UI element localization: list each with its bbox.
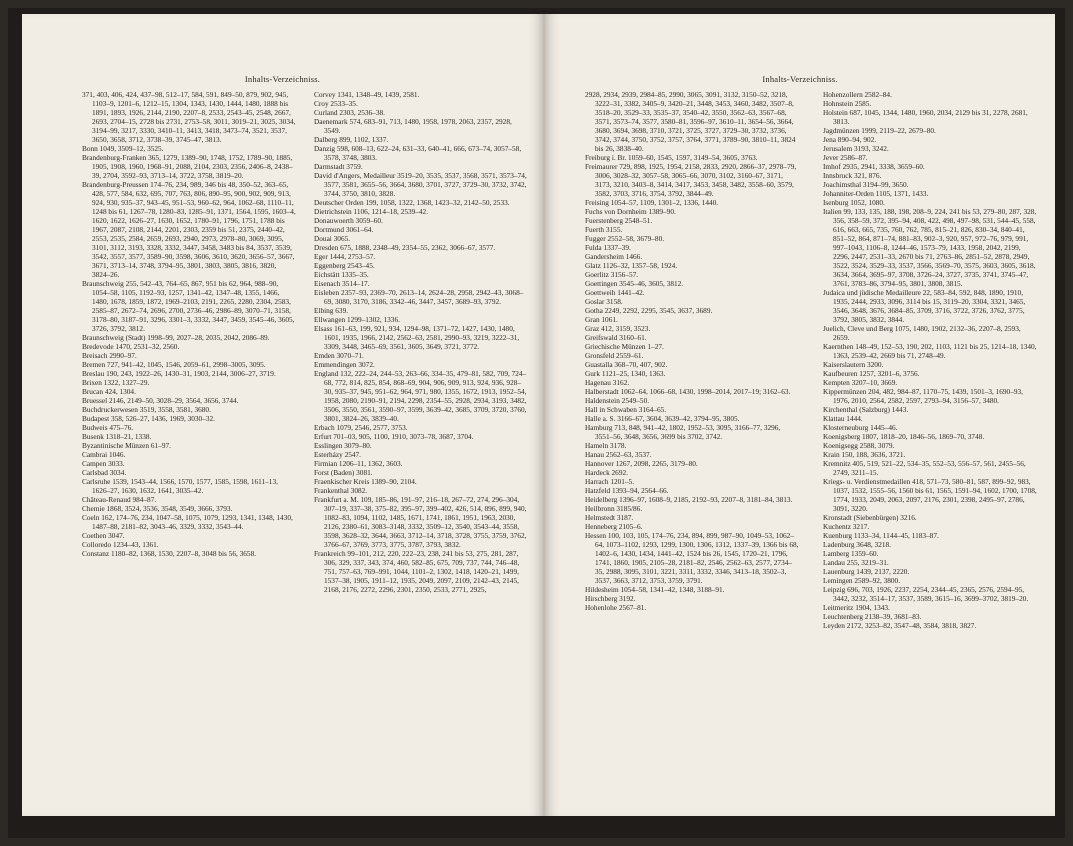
index-entry: Brandenburg-Franken 365, 1279, 1389–90, 1748, 1752, 1789–90, 1885, 1905, 1908, 1960, 1968–91, 2088, 2104, 2303, 2356, 2406–8, 2438–39, 2704, 3592–93, 3713–14, 3722, 3758, 3819–20. [82, 153, 293, 180]
index-entry: Leipzig 696, 703, 1926, 2237, 2254, 2344–45, 2365, 2576, 2594–95, 3442, 3232, 3514–17, 3537, 3589, 3615–16, 3699–3702, 3819–20. [823, 585, 1029, 603]
index-entry: Ladenburg 3648, 3218. [823, 540, 891, 549]
index-entry: Hannover 1267, 2098, 2265, 3179–80. [585, 459, 698, 468]
index-entry: Ellwangen 1299–1302, 1336. [314, 315, 400, 324]
index-entry: Hohnstein 2585. [823, 99, 872, 108]
index-entry: Halle a. S. 3166–67, 3604, 3639–42, 3794–95, 3805. [585, 414, 740, 423]
index-entry: Busenk 1318–21, 1338. [82, 432, 152, 441]
index-entry: Kuchentz 3217. [823, 522, 870, 531]
right-page-header: Inhalts-Verzeichniss. [762, 74, 838, 84]
index-entry: Johanniter-Orden 1105, 1371, 1433. [823, 189, 929, 198]
index-entry: Bremen 727, 941–42, 1045, 1546, 2059–61, 2998–3005, 3095. [82, 360, 266, 369]
index-entry: Kriegs- u. Verdienstmedaillen 418, 571–73, 580–81, 587, 899–92, 983, 1037, 1532, 1555–56, 1560 bis 61, 1565, 1591–94, 1602, 1700, 1708, 1774, 1933, 2049, 2063, 2097, 2176, 2301, 2398, 2495–97, 2786, 3091, 3220. [823, 477, 1037, 513]
index-entry: Bonn 1049, 3509–12, 3525. [82, 144, 164, 153]
index-entry: Hanau 2562–63, 3537. [585, 450, 652, 459]
index-entry: Freiburg i. Br. 1059–60, 1545, 1597, 3149–54, 3605, 3763. [585, 153, 758, 162]
index-entry: Fuerth 3155. [585, 225, 623, 234]
index-entry: Halberstadt 1062–64, 1066–68, 1430, 1998–2014, 2017–19; 3162–63. [585, 387, 791, 396]
index-entry: Bruessel 2146, 2149–50, 3028–29, 3564, 3656, 3744. [82, 396, 239, 405]
index-entry: Guastalla 368–70, 407, 902. [585, 360, 668, 369]
index-entry: Braunschweig 255, 542–43, 764–65, 867, 951 bis 62, 964, 988–90, 1054–58, 1105, 1192–93, 1257, 1341–42, 1347–48, 1355, 1466, 1480, 1678, 1859, 1872, 1969–2103, 2191, 2265, 2280, 2304, 2583, 2585–87, 2672–74, 2696, 2700, 2736–46, 2986–89, 3070–71, 3158, 3178–80, 3187–91, 3296, 3301–3, 3332, 3447, 3459, 3545–46, 3605, 3726, 3792, 3812. [82, 279, 295, 333]
index-entry: 2928, 2934, 2939, 2984–85, 2990, 3065, 3091, 3132, 3150–52, 3218, 3222–31, 3382, 3405–9, 3420–21, 3448, 3453, 3460, 3482, 3507–8, 3518–20, 3529–33, 3535–37, 3540–42, 3550, 3562–63, 3567–68, 3571, 3573–74, 3577, 3580–81, 3596–97, 3610–11, 3654–56, 3664, 3680, 3694, 3698, 3710, 3721, 3725, 3727, 3729–30, 3732, 3736, 3742, 3744, 3750, 3752, 3757, 3764, 3771, 3789–90, 3810–11, 3824 bis 26, 3838–40. [585, 90, 796, 153]
index-entry: Holstein 687, 1045, 1344, 1480, 1960, 2034, 2129 bis 31, 2278, 2681, 3813. [823, 108, 1028, 126]
index-entry: Koenigsberg 1807, 1818–20, 1846–56, 1869–70, 3748. [823, 432, 985, 441]
index-entry: Juelich, Cleve und Berg 1075, 1480, 1902, 2132–36, 2207–8, 2593, 2659. [823, 324, 1021, 342]
index-entry: Gotha 2249, 2292, 2295, 3545, 3637, 3689. [585, 306, 713, 315]
index-entry: Lauenburg 1439, 2137, 2220. [823, 567, 910, 576]
index-entry: England 132, 222–24, 244–53, 263–66, 334–35, 479–81, 582, 709, 724–68, 772, 814, 825, 854, 868–69, 904, 906, 909, 913, 924, 936, 928–30, 935–37, 945, 951–62, 964, 971, 980, 1355, 1672, 1913, 1952–54, 1958, 2080, 2190–91, 2194, 2298, 2354–55, 2928, 2934, 3193, 3482, 3506, 3550, 3561, 3590–97, 3599, 3639–42, 3685, 3709, 3720, 3760, 3801, 3824–26, 3839–40. [314, 369, 527, 423]
index-entry: Goettingen 3545–46, 3605, 3812. [585, 279, 684, 288]
index-entry: Firmian 1206–11, 1362, 3603. [314, 459, 403, 468]
index-entry: Kempten 3207–10, 3669. [823, 378, 898, 387]
index-entry: Lamberg 1359–60. [823, 549, 879, 558]
index-entry: Hirschberg 3192. [585, 594, 636, 603]
index-entry: Dortmund 3061–64. [314, 225, 374, 234]
index-entry: Helmstedt 3187. [585, 513, 634, 522]
left-page [22, 14, 543, 816]
index-entry: Coeln 162, 174–76, 234, 1047–58, 1075, 1079, 1293, 1341, 1348, 1430, 1487–88, 2181–82, 3043–46, 3329, 3332, 3543–44. [82, 513, 293, 531]
index-entry: Fugger 2552–58, 3679–80. [585, 234, 665, 243]
index-entry: Graz 412, 3159, 3523. [585, 324, 651, 333]
index-entry: Château-Renaud 984–87. [82, 495, 157, 504]
index-entry: Carlsruhe 1539, 1543–44, 1566, 1570, 1577, 1585, 1598, 1611–13, 1626–27, 1630, 1632, 1641, 3035–42. [82, 477, 278, 495]
index-entry: Hall in Schwaben 3164–65. [585, 405, 667, 414]
index-entry: Erbach 1079, 2546, 2577, 3753. [314, 423, 408, 432]
left-page-header: Inhalts-Verzeichniss. [244, 74, 321, 84]
index-entry: Campen 3033. [82, 459, 125, 468]
index-entry: Brixen 1322, 1327–29. [82, 378, 150, 387]
index-entry: Goslar 3158. [585, 297, 623, 306]
index-entry: Joachimsthal 3194–99, 3650. [823, 180, 909, 189]
index-entry: Hatzfeld 1393–94, 2564–66. [585, 486, 669, 495]
index-entry: Buchdruckerwesen 3519, 3558, 3581, 3680. [82, 405, 211, 414]
index-entry: Forst (Baden) 3081. [314, 468, 373, 477]
index-entry: Klosterneuburg 1445–46. [823, 423, 898, 432]
index-entry: Jagdmünzen 1999, 2119–22, 2679–80. [823, 126, 936, 135]
index-entry: Kippermünzen 204, 482, 984–87, 1170–75, 1439, 1501–3, 1690–93, 1976, 2010, 2564, 2582, 2597, 2793–94, 3156–57, 3480. [823, 387, 1023, 405]
index-entry: Hardeck 2692. [585, 468, 628, 477]
index-entry: Budapest 358, 526–27, 1436, 1969, 3030–32. [82, 414, 215, 423]
index-entry: Innsbruck 321, 876. [823, 171, 882, 180]
index-entry: Frankreich 99–101, 212, 220, 222–23, 238, 241 bis 53, 275, 281, 287, 306, 329, 337, 343, 374, 460, 582–85, 675, 709, 737, 744, 746–48, 751, 757–63, 769–991, 1044, 1101–2, 1302, 1418, 1420–21, 1499, 1537–38, 1905, 1911–12, 1935, 2049, 2097, 2109, 2142–43, 2145, 2168, 2176, 2272, 2296, 2301, 2350, 2533, 2771, 2925, [314, 549, 520, 594]
index-entry: Krain 150, 188, 3636, 3721. [823, 450, 906, 459]
left-page-column-2 [314, 90, 528, 594]
index-entry: Kaufbeuren 1257, 3201–6, 3756. [823, 369, 920, 378]
index-entry: Esslingen 3079–80. [314, 441, 372, 450]
right-page-column-2 [823, 90, 1037, 630]
index-entry: Glatz 1126–32, 1357–58, 1924. [585, 261, 678, 270]
index-entry: Fuchs von Dornheim 1389–90. [585, 207, 676, 216]
index-entry: Frankfurt a. M. 109, 185–86, 191–97, 216–18, 267–72, 274, 296–304, 307–19, 337–38, 375–82, 395–97, 399–402, 426, 514, 896, 899, 940, 1082–83, 1094, 1102, 1485, 1671, 1741, 1861, 1951, 1963, 2030, 2126, 2380–61, 3083–3148, 3332, 3509–12, 3540, 3543–44, 3558, 3598, 3628–32, 3644, 3663, 3712–14, 3718, 3728, 3755, 3759, 3762, 3766–67, 3769, 3773, 3775, 3787, 3793, 3832. [314, 495, 527, 549]
index-entry: Dresden 675, 1888, 2348–49, 2354–55, 2362, 3066–67, 3577. [314, 243, 496, 252]
index-entry: Dietrichstein 1106, 1214–18, 2539–42. [314, 207, 429, 216]
index-entry: Hohenlohe 2567–81. [585, 603, 647, 612]
index-entry: Cambrai 1046. [82, 450, 126, 459]
index-entry: Lemingen 2589–92, 3800. [823, 576, 901, 585]
index-entry: 371, 403, 406, 424, 437–98, 512–17, 584, 591, 849–50, 879, 902, 945, 1103–9, 1201–6, 1212–15, 1304, 1343, 1430, 1444, 1480, 1888 bis 1891, 1893, 1926, 2144, 2190, 2207–8, 2533, 2543–45, 2548, 2667, 2693, 2704–15, 2728 bis 2731, 2753–58, 3011, 3019–21, 3025, 3034, 3194–99, 3217, 3330, 3410–11, 3413, 3418, 3473–74, 3521, 3537, 3650, 3658, 3712, 3738–39, 3745–47, 3813. [82, 90, 296, 144]
index-entry: Braunschweig (Stadt) 1998–99, 2027–28, 2035, 2042, 2086–89. [82, 333, 270, 342]
index-entry: Emden 3070–71. [314, 351, 364, 360]
index-entry: Curland 2303, 2536–38. [314, 108, 385, 117]
index-entry: Eger 1444, 2753–57. [314, 252, 376, 261]
index-entry: Kaernthen 148–49, 152–53, 190, 202, 1103, 1121 bis 25, 1214–18, 1340, 1363, 2539–42, 2669 bis 71, 2748–49. [823, 342, 1037, 360]
index-entry: Gronsfeld 2559–61. [585, 351, 644, 360]
index-entry: Eggenberg 2543–45. [314, 261, 375, 270]
index-entry: Bredevode 1470, 2531–32, 2560. [82, 342, 180, 351]
index-entry: Fraenkischer Kreis 1389–90, 2104. [314, 477, 417, 486]
index-entry: Eisleben 2357–93, 2369–70, 2613–14, 2624–28, 2958, 2942–43, 3068–69, 3080, 3170, 3186, 3342–46, 3447, 3457, 3689–93, 3792. [314, 288, 524, 306]
index-entry: Hagenau 3162. [585, 378, 630, 387]
index-entry: Coethen 3047. [82, 531, 125, 540]
index-entry: Klattau 1444. [823, 414, 863, 423]
index-entry: Hessen 100, 103, 105, 174–76, 234, 894, 899, 987–90, 1049–53, 1062–64, 1073–1102, 1293, 1299, 1300, 1306, 1312, 1337–39, 1366 bis 68, 1402–6, 1430, 1434, 1441–42, 1524 bis 26, 1545, 1720–21, 1796, 1741, 1860, 1905, 2105–28, 2181–82, 2546, 2562–63, 2577, 2734–35, 2988, 3095, 3101, 3221, 3311, 3332, 3346, 3413–18, 3502–3, 3537, 3663, 3712, 3753, 3759, 3791. [585, 531, 799, 585]
index-entry: Kirchenthal (Salzburg) 1443. [823, 405, 909, 414]
index-entry: Griechische Münzen 1–27. [585, 342, 664, 351]
index-entry: Kremnitz 405, 519, 521–22, 534–35, 552–53, 556–57, 561, 2455–56, 2749, 3211–15. [823, 459, 1026, 477]
left-page-columns [22, 90, 543, 806]
index-entry: Landau 255, 3219–31. [823, 558, 889, 567]
right-page-column-1 [585, 90, 799, 612]
index-entry: Leuchtenberg 2138–39, 3681–83. [823, 612, 922, 621]
index-entry: Esterházy 2547. [314, 450, 362, 459]
index-entry: Heilbronn 3185/86. [585, 504, 643, 513]
index-entry: Darmstadt 3759. [314, 162, 363, 171]
index-entry: Leitmeritz 1904, 1343. [823, 603, 890, 612]
index-entry: Kronstadt (Siebenbürgen) 3216. [823, 513, 917, 522]
index-entry: Goerlitz 3156–57. [585, 270, 639, 279]
index-entry: Fulda 1337–39. [585, 243, 631, 252]
index-entry: Chemie 1868, 3524, 3536, 3548, 3549, 3666, 3793. [82, 504, 233, 513]
index-entry: Dalberg 899, 1102, 1337. [314, 135, 389, 144]
index-entry: Eisenach 3514–17. [314, 279, 370, 288]
index-entry: Harrach 1201–5. [585, 477, 635, 486]
index-entry: Italien 99, 133, 135, 188, 198, 208–9, 224, 241 bis 53, 279–80, 287, 328, 356, 358–59, 372, 395–94, 408, 422, 498, 497–98, 531, 544–45, 558, 616, 663, 665, 735, 760, 762, 785, 815–21, 826, 830–34, 840–41, 851–52, 864, 871–74, 881–83, 902–3, 920, 957, 972–76, 979, 991, 997–1043, 1106–8, 1244–46, 1573–79, 1433, 1958, 2042, 2199, 2296, 2447, 2531–33, 2670 bis 71, 2763–86, 2851–52, 2878, 2949, 3522, 3524, 3529–33, 3537, 3566, 3569–70, 3575, 3603, 3605, 3618, 3634, 3664, 3695–97, 3708, 3726–24, 3727, 3735, 3741, 3745–47, 3761, 3783–86, 3794–95, 3801, 3808, 3815. [823, 207, 1037, 288]
index-entry: Elsass 161–63, 199, 921, 934, 1294–98, 1371–72, 1427, 1430, 1480, 1601, 1935, 1966, 2142, 2562–63, 2581, 2990–93, 3219, 3222–31, 3309, 3448, 3465–69, 3561, 3605, 3649, 3721, 3772. [314, 324, 520, 351]
index-entry: Brandenburg-Preussen 174–76, 234, 989, 346 bis 48, 350–52, 363–65, 428, 577, 584, 632, 695, 707, 763, 806, 890–95, 900, 902, 909, 913, 924, 930, 935–37, 943–45, 951–53, 960–62, 964, 1062–68, 1110–11, 1248 bis 61, 1267–78, 1280–83, 1285–91, 1371, 1564, 1595, 1603–4, 1620, 1622, 1626–27, 1630, 1652, 1780–91, 1796, 1751, 1788 bis 1967, 2087, 2108, 2144, 2201, 2303, 2359 bis 51, 2375, 2440–42, 2553, 2535, 2584, 2659, 2693, 2940, 2973, 2978–80, 3069, 3095, 3101, 3112, 3193, 3328, 3332, 3447, 3458, 3483 bis 84, 3537, 3539, 3542, 3557, 3577, 3589–90, 3598, 3606, 3610, 3620, 3656–57, 3667, 3671, 3713–14, 3748, 3794–95, 3801, 3803, 3805, 3816, 3820, 3824–26. [82, 180, 296, 279]
index-entry: Budweis 475–76. [82, 423, 134, 432]
left-page-column-1 [82, 90, 296, 558]
index-entry: Hildesheim 1054–58, 1341–42, 1348, 3188–91. [585, 585, 725, 594]
index-entry: Imhof 2935, 2941, 3338, 3659–60. [823, 162, 925, 171]
index-entry: David d'Angers, Medailleur 3519–20, 3535, 3537, 3568, 3571, 3573–74, 3577, 3581, 3655–56, 3664, 3680, 3701, 3727, 3729–30, 3732, 3742, 3744, 3750, 3810, 3828. [314, 171, 527, 198]
index-entry: Heidelberg 1396–97, 1608–9, 2185, 2192–93, 2207–8, 3181–84, 3813. [585, 495, 793, 504]
index-entry: Deutscher Orden 199, 1058, 1322, 1368, 1423–32, 2142–50, 2533. [314, 198, 510, 207]
index-entry: Breisach 2990–97. [82, 351, 137, 360]
right-page [545, 14, 1055, 816]
index-entry: Fuerstenberg 2548–51. [585, 216, 653, 225]
index-entry: Frankenthal 3082. [314, 486, 368, 495]
index-entry: Byzantinische Münzen 61–97. [82, 441, 171, 450]
index-entry: Henneberg 2105–6. [585, 522, 643, 531]
index-entry: Emmendingen 3072. [314, 360, 375, 369]
index-entry: Leyden 2172, 3253–82, 3547–48, 3584, 3818, 3827. [823, 621, 977, 630]
index-entry: Croy 2533–35. [314, 99, 358, 108]
right-page-columns [545, 90, 1055, 806]
index-entry: Eichstätt 1335–35. [314, 270, 369, 279]
index-entry: Judaica und jüdische Medailleure 22, 583–84, 592, 848, 1890, 1910, 1935, 2444, 2933, 3096, 3114 bis 15, 3119–20, 3304, 3321, 3465, 3546, 3648, 3676, 3684–85, 3709, 3716, 3722, 3726, 3762, 3775, 3792, 3805, 3832, 3844. [823, 288, 1026, 324]
index-entry: Elbing 639. [314, 306, 349, 315]
index-entry: Jever 2586–87. [823, 153, 868, 162]
index-entry: Gran 1061. [585, 315, 618, 324]
index-entry: Freising 1054–57, 1109, 1301–2, 1336, 1440. [585, 198, 719, 207]
index-entry: Haldenstein 2549–50. [585, 396, 650, 405]
index-entry: Hameln 3178. [585, 441, 627, 450]
index-entry: Greifswald 3160–61. [585, 333, 647, 342]
index-entry: Goettweih 1441–42. [585, 288, 645, 297]
index-entry: Jena 890–94, 902. [823, 135, 877, 144]
index-entry: Douai 3065. [314, 234, 351, 243]
index-entry: Carlsbad 3034. [82, 468, 127, 477]
index-entry: Koenigsegg 2588, 3079. [823, 441, 895, 450]
index-entry: Jerusalem 3193, 3242. [823, 144, 889, 153]
index-entry: Donauwoerth 3059–60. [314, 216, 383, 225]
index-entry: Breslau 190, 243, 1922–26, 1430–31, 1903, 2144, 3006–27, 3719. [82, 369, 276, 378]
index-entry: Colloredo 1234–43, 1361. [82, 540, 159, 549]
index-entry: Gandersheim 1466. [585, 252, 643, 261]
index-entry: Isenburg 1052, 1080. [823, 198, 885, 207]
index-entry: Constanz 1180–82, 1368, 1530, 2207–8, 3048 bis 56, 3658. [82, 549, 257, 558]
index-entry: Kuenburg 1133–34, 1144–45, 1183–87. [823, 531, 939, 540]
index-entry: Hamburg 713, 848, 941–42, 1802, 1952–53, 3095, 3166–77, 3296, 3551–56, 3648, 3656, 3699 bis 3702, 3742. [585, 423, 781, 441]
index-entry: Brucan 424, 1304. [82, 387, 136, 396]
index-entry: Kaiserslautern 3200. [823, 360, 884, 369]
index-entry: Corvey 1341, 1348–49, 1439, 2581. [314, 90, 420, 99]
index-entry: Freimaurer 729, 898, 1925, 1954, 2158, 2833, 2920, 2866–37, 2978–79, 3006, 3028–32, 3057–58, 3065–66, 3070, 3102, 3160–67, 3171, 3173, 3210, 3403–8, 3414, 3417, 3453, 3458, 3482, 3558–60, 3579, 3582, 3703, 3716, 3754, 3792, 3844–49. [585, 162, 797, 198]
index-entry: Daenemark 574, 683–91, 713, 1480, 1958, 1978, 2063, 2357, 2928, 3549. [314, 117, 512, 135]
index-entry: Danzig 598, 608–13, 622–24, 631–33, 640–41, 666, 673–74, 3057–58, 3578, 3748, 3803. [314, 144, 522, 162]
index-entry: Hohenzollern 2582–84. [823, 90, 892, 99]
index-entry: Erfurt 701–03, 905, 1100, 1910, 3073–78, 3687, 3704. [314, 432, 474, 441]
index-entry: Gurk 1121–25, 1340, 1363. [585, 369, 666, 378]
